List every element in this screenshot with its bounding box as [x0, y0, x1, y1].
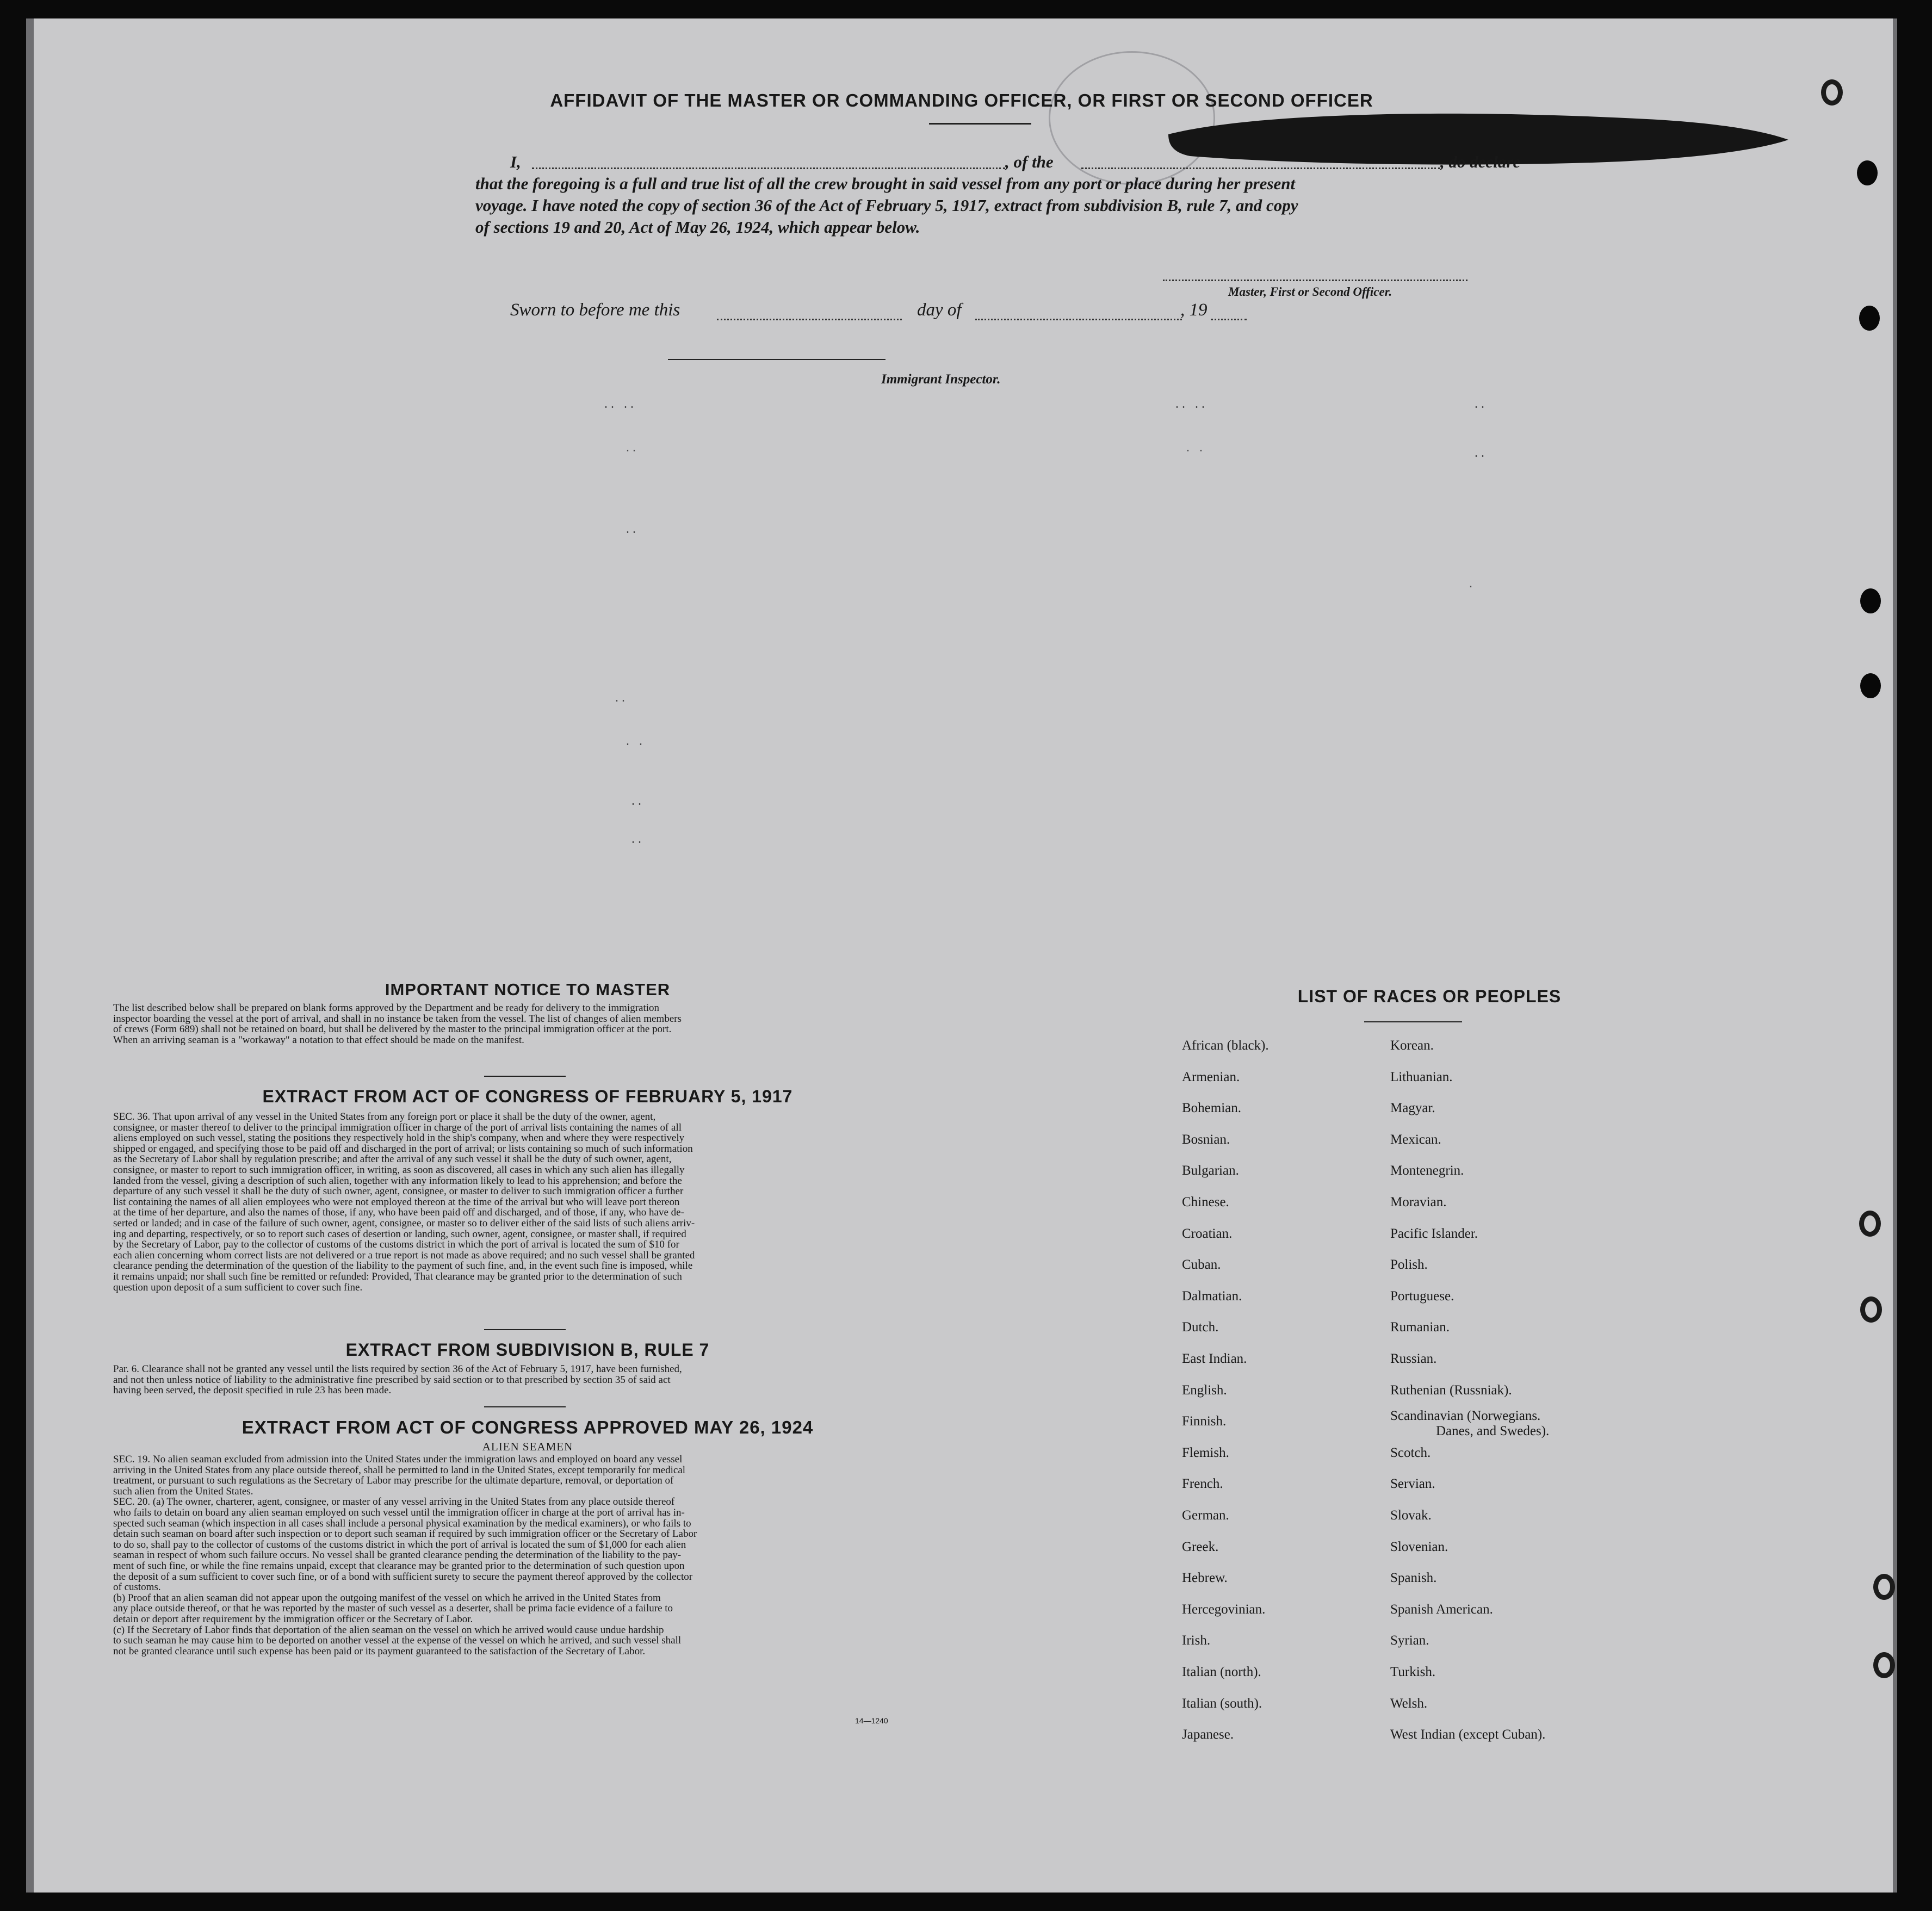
race-item: German. — [1182, 1508, 1229, 1523]
race-item: African (black). — [1182, 1038, 1269, 1053]
binder-hole — [1860, 588, 1881, 613]
race-item: Croatian. — [1182, 1226, 1233, 1241]
binder-hole — [1860, 673, 1881, 698]
race-item: Welsh. — [1390, 1696, 1428, 1711]
bleed-mark: .. .. — [603, 399, 636, 412]
race-item: Montenegrin. — [1390, 1163, 1464, 1178]
race-item: Bohemian. — [1182, 1101, 1242, 1116]
day-of-label: day of — [917, 300, 962, 320]
race-item: Servian. — [1390, 1476, 1435, 1492]
binder-hole — [1873, 1652, 1895, 1678]
bleed-mark: .. — [624, 443, 638, 455]
notice-line: inspector boarding the vessel at the port of arrival, and shall in no instance be taken from the vessel. The list of changes of alien members — [113, 1013, 682, 1025]
extract-line: SEC. 36. That upon arrival of any vessel in the United States from any foreign port or place it shall be the duty of the owner, agent, — [113, 1111, 656, 1122]
race-item: East Indian. — [1182, 1351, 1247, 1366]
left-page-edge — [26, 18, 34, 1893]
extract-line: clearance pending the determination of the question of the liability to the payment of such fine, and, in the event such fine is imposed, while — [113, 1260, 693, 1272]
master-signature-blank — [1163, 280, 1467, 281]
divider — [1364, 1021, 1462, 1022]
affidavit-line: of sections 19 and 20, Act of May 26, 1924, which appear below. — [475, 218, 920, 237]
race-item: Dalmatian. — [1182, 1288, 1242, 1304]
race-item: Greek. — [1182, 1539, 1219, 1554]
extract-line: having been served, the deposit specified in rule 23 has been made. — [113, 1385, 392, 1397]
race-item: Japanese. — [1182, 1727, 1234, 1742]
extract-line: who fails to detain on board any alien seaman employed on such vessel until the immigration officer in charge at the port of arrival has in- — [113, 1506, 685, 1518]
notice-text — [113, 1003, 934, 1045]
document-page — [26, 18, 1897, 1893]
extract-line: such alien from the United States. — [113, 1485, 253, 1497]
extract-line: it remains unpaid; nor shall such fine be remitted or refunded: Provided, That clearance may be granted prior to the determination of such — [113, 1270, 682, 1282]
race-item: Hercegovinian. — [1182, 1602, 1266, 1617]
race-item: Armenian. — [1182, 1069, 1240, 1084]
affidavit-i-label: I, — [510, 152, 521, 171]
race-item: Slovak. — [1390, 1508, 1432, 1523]
race-item: French. — [1182, 1476, 1223, 1492]
vessel-blank — [1081, 167, 1440, 169]
extract-rule7-title: EXTRACT FROM SUBDIVISION B, RULE 7 — [345, 1340, 710, 1360]
race-item: Polish. — [1390, 1257, 1428, 1273]
race-item: Cuban. — [1182, 1257, 1221, 1273]
race-item: Bulgarian. — [1182, 1163, 1239, 1178]
race-item-continuation: Danes, and Swedes). — [1436, 1424, 1550, 1439]
affidavit-text — [475, 173, 1298, 238]
race-item: Slovenian. — [1390, 1539, 1448, 1554]
binder-hole — [1821, 79, 1843, 106]
affidavit-do-declare: , do declare — [1440, 152, 1521, 171]
extract-line: as the Secretary of Labor shall by regulation prescribe; and after the arrival of any such vessel it shall be the duty of such owner, agent, — [113, 1153, 672, 1165]
notice-line: When an arriving seaman is a "workaway" a notation to that effect should be made on the manifest. — [113, 1034, 524, 1046]
extract-1917-title: EXTRACT FROM ACT OF CONGRESS OF FEBRUARY 5, 1917 — [262, 1087, 793, 1106]
extract-line: not be granted clearance until such expense has been paid or its payment guaranteed to the satisfaction of the Secretary of Labor. — [113, 1645, 646, 1657]
extract-line: at the time of her departure, and also the names of those, if any, who have been paid off and discharged, and of those, if any, who have de- — [113, 1207, 684, 1219]
extract-line: SEC. 20. (a) The owner, charterer, agent, consignee, or master of any vessel arriving in the United States from any place outside thereof — [113, 1496, 675, 1508]
divider — [484, 1076, 566, 1077]
bleed-mark: . — [1467, 579, 1475, 591]
race-item: Scandinavian (Norwegians. — [1390, 1409, 1541, 1424]
signature-caption: Master, First or Second Officer. — [1228, 285, 1392, 299]
extract-line: the deposit of a sum sufficient to cover such fine, or of a bond with sufficient surety to secure the payment thereof approved by the collector — [113, 1571, 693, 1583]
bleed-mark: .. — [1473, 448, 1487, 461]
extract-line: arriving in the United States from any place outside thereof, shall be permitted to land in the United States, except temporarily for medical — [113, 1464, 686, 1476]
races-title: LIST OF RACES OR PEOPLES — [1297, 986, 1562, 1006]
extract-line: each alien concerning whom correct lists are not delivered or a true report is not made as above required; and no such vessel shall be granted — [113, 1249, 695, 1261]
extract-line: serted or landed; and in case of the failure of such owner, agent, consignee, or master so to deliver either of the said lists of such aliens arriv- — [113, 1217, 695, 1229]
extract-line: to such seaman he may cause him to be deported on another vessel at the expense of the vessel on which he arrived, and such vessel shall — [113, 1635, 682, 1647]
extract-line: seaman in respect of whom such failure occurs. No vessel shall be granted clearance pending the determination of the liability to the pay- — [113, 1549, 682, 1561]
extract-rule7-text — [113, 1364, 934, 1396]
bleed-mark: . . — [1185, 443, 1205, 455]
inspector-caption: Immigrant Inspector. — [881, 372, 1001, 387]
year-blank — [1211, 319, 1247, 320]
extract-line: ment of such fine, or while the fine remains unpaid, except that clearance may be granted prior to the determination of such question upon — [113, 1560, 685, 1572]
extract-line: (c) If the Secretary of Labor finds that deportation of the alien seaman on the vessel on which he arrived would cause undue hardship — [113, 1624, 664, 1636]
binder-hole — [1860, 1296, 1882, 1323]
binder-hole — [1857, 160, 1878, 185]
alien-seamen-subtitle: ALIEN SEAMEN — [482, 1440, 573, 1453]
bleed-mark: .. — [630, 834, 643, 847]
race-item: Chinese. — [1182, 1195, 1229, 1209]
race-item: Portuguese. — [1390, 1288, 1454, 1304]
extract-line: aliens employed on such vessel, stating the positions they respectively hold in the ship's company, when and where they were respectively — [113, 1132, 685, 1144]
year-label: , 19 — [1180, 300, 1208, 320]
notice-line: The list described below shall be prepared on blank forms approved by the Department and be ready for delivery to the immigration — [113, 1002, 660, 1014]
binder-hole — [1873, 1574, 1895, 1600]
race-item: Dutch. — [1182, 1320, 1219, 1335]
extract-1917-text — [113, 1112, 934, 1293]
extract-line: detain or deport after requirement by the immigration officer or the Secretary of Labor. — [113, 1613, 473, 1625]
race-item: Irish. — [1182, 1633, 1211, 1648]
inspector-signature-line — [668, 359, 886, 360]
month-blank — [975, 319, 1182, 320]
race-item: Russian. — [1390, 1351, 1437, 1366]
sworn-label: Sworn to before me this — [510, 300, 680, 320]
extract-line: of customs. — [113, 1581, 161, 1593]
extract-line: treatment, or pursuant to such regulations as the Secretary of Labor may prescribe for the ultimate departure, removal, or deportation of — [113, 1475, 674, 1487]
race-item: Scotch. — [1390, 1445, 1431, 1460]
extract-line: list containing the names of all alien employees who were not employed thereon at the time of the arrival but who will leave port thereon — [113, 1196, 680, 1208]
affidavit-line: that the foregoing is a full and true list of all the crew brought in said vessel from any port or place during her present — [475, 174, 1296, 193]
extract-line: and not then unless notice of liability to the administrative fine prescribed by said section or to that prescribed by section 35 of said act — [113, 1374, 671, 1386]
race-item: Spanish American. — [1390, 1602, 1493, 1617]
race-item: English. — [1182, 1382, 1227, 1398]
race-item: Pacific Islander. — [1390, 1226, 1478, 1241]
extract-line: shipped or engaged, and specifying those to be paid off and discharged in the port of arrival; or lists containing so much of such information — [113, 1143, 693, 1155]
race-item: Hebrew. — [1182, 1571, 1228, 1586]
bleed-mark: .. — [1473, 399, 1487, 412]
race-item: Flemish. — [1182, 1445, 1229, 1460]
bleed-mark: .. .. — [1174, 399, 1207, 412]
extract-line: Par. 6. Clearance shall not be granted any vessel until the lists required by section 36 of the Act of February 5, 1917, have been furnished, — [113, 1363, 682, 1375]
extract-line: detain such seaman on board after such inspection or to deport such seaman if required by such immigration officer or the Secretary of Labor — [113, 1528, 697, 1540]
race-item: Magyar. — [1390, 1101, 1435, 1116]
race-item: Lithuanian. — [1390, 1069, 1453, 1084]
race-item: Korean. — [1390, 1038, 1434, 1053]
race-item: Turkish. — [1390, 1665, 1436, 1679]
race-item: Bosnian. — [1182, 1132, 1230, 1147]
extract-line: ing and departing, respectively, or so to report such cases of desertion or landing, such owner, agent, consignee, or master shall, if required — [113, 1228, 686, 1240]
extract-line: departure of any such vessel it shall be the duty of such owner, agent, consignee, or master to deliver to such immigration officer a further — [113, 1186, 684, 1198]
name-blank — [532, 167, 1005, 169]
divider — [484, 1329, 566, 1330]
binder-hole — [1859, 1211, 1881, 1237]
extract-line: (b) Proof that an alien seaman did not appear upon the outgoing manifest of the vessel on which he arrived in the United States from — [113, 1592, 661, 1604]
race-item: Italian (south). — [1182, 1696, 1262, 1711]
divider — [929, 123, 1031, 125]
extract-line: spected such seaman (which inspection in all cases shall include a personal physical examination by the medical examiners), or who fails to — [113, 1517, 691, 1529]
notice-title: IMPORTANT NOTICE TO MASTER — [385, 980, 671, 999]
race-item: Finnish. — [1182, 1414, 1227, 1429]
day-blank — [717, 319, 902, 320]
extract-1924-title: EXTRACT FROM ACT OF CONGRESS APPROVED MAY 26, 1924 — [242, 1417, 814, 1437]
extract-line: consignee, or master thereof to deliver to the principal immigration officer in charge of the port of arrival lists containing the names of all — [113, 1121, 682, 1133]
race-item: Italian (north). — [1182, 1665, 1261, 1679]
race-item: Moravian. — [1390, 1195, 1447, 1209]
affidavit-of-the: , of the — [1005, 152, 1054, 171]
bleed-mark: . . — [624, 736, 645, 749]
affidavit-title: AFFIDAVIT OF THE MASTER OR COMMANDING OFFICER, OR FIRST OR SECOND OFFICER — [550, 90, 1373, 110]
binder-hole — [1859, 306, 1880, 331]
race-item: Rumanian. — [1390, 1320, 1450, 1335]
bleed-mark: .. — [624, 524, 638, 537]
race-item: Syrian. — [1390, 1633, 1429, 1648]
race-item: West Indian (except Cuban). — [1390, 1727, 1546, 1742]
extract-line: landed from the vessel, giving a description of such alien, together with any information likely to lead to his apprehension; and before the — [113, 1175, 682, 1187]
extract-line: SEC. 19. No alien seaman excluded from admission into the United States under the immigration laws and employed on board any vessel — [113, 1454, 683, 1465]
notice-line: of crews (Form 689) shall not be retained on board, but shall be delivered by the master to the principal immigration officer at the port. — [113, 1023, 672, 1035]
form-number: 14—1240 — [855, 1716, 888, 1725]
race-item: Ruthenian (Russniak). — [1390, 1382, 1512, 1398]
right-page-edge — [1893, 18, 1897, 1893]
extract-line: to do so, shall pay to the collector of customs of the customs district in which the port of arrival is located the sum of $1,000 for each alien — [113, 1538, 686, 1550]
race-item: Mexican. — [1390, 1132, 1441, 1147]
extract-line: consignee, or master to report to such immigration officer, in writing, as soon as discovered, all cases in which any such alien has illegally — [113, 1164, 685, 1176]
extract-line: question upon deposit of a sum sufficient to cover such fine. — [113, 1281, 363, 1293]
race-item: Spanish. — [1390, 1571, 1437, 1586]
extract-line: by the Secretary of Labor, pay to the collector of customs of the customs district in which the port of arrival is located the sum of $10 for — [113, 1239, 679, 1251]
affidavit-line: voyage. I have noted the copy of section 36 of the Act of February 5, 1917, extract from subdivision B, rule 7, and copy — [475, 196, 1298, 215]
divider — [484, 1406, 566, 1407]
bleed-mark: .. — [614, 693, 627, 705]
bleed-mark: .. — [630, 796, 643, 809]
extract-1924-text — [113, 1454, 934, 1656]
extract-line: any place outside thereof, or that he was reported by the master of such vessel as a deserter, shall be prima facie evidence of a failure to — [113, 1603, 673, 1615]
